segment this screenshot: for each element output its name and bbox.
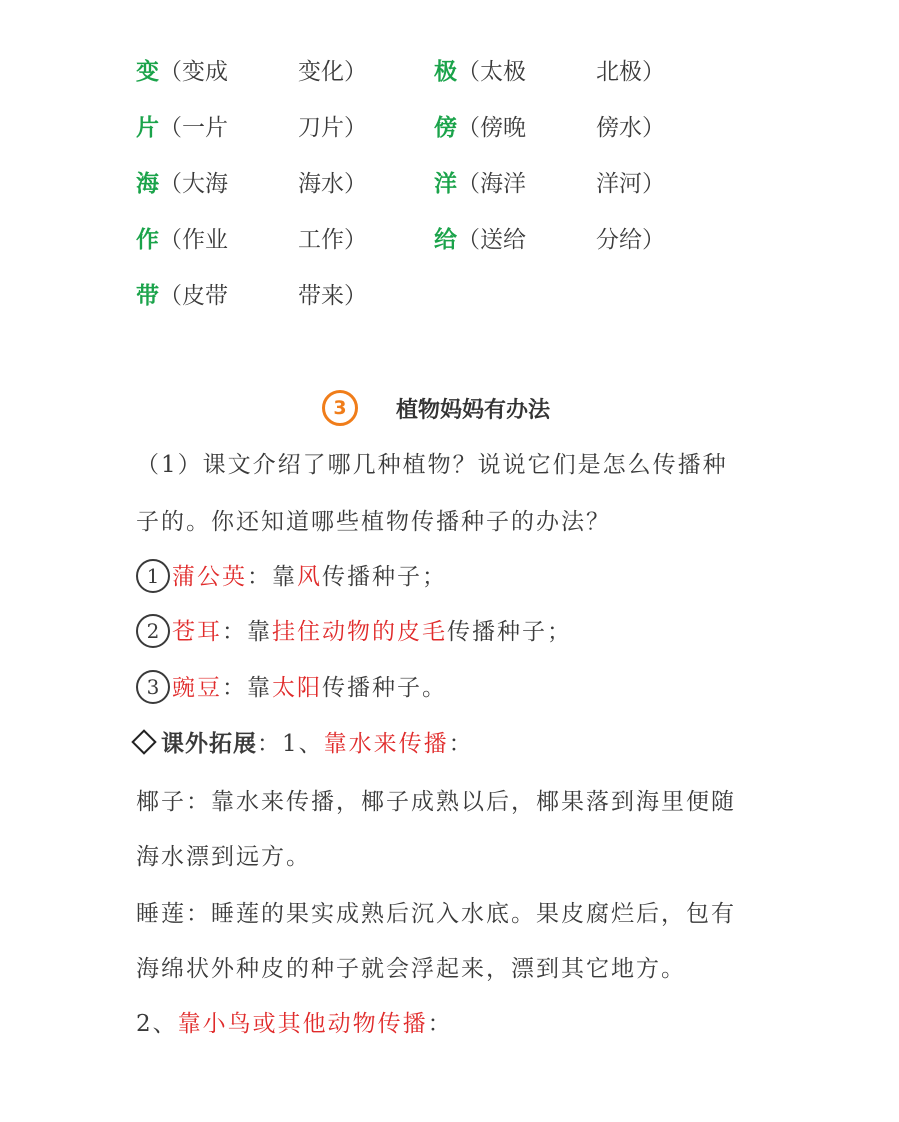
close-paren: ） (642, 59, 665, 85)
answer-item (136, 614, 572, 650)
word-group (136, 50, 367, 94)
word-two: 刀片 (298, 115, 344, 141)
close-paren: ） (642, 171, 665, 197)
answer-tail: 传播种子。 (322, 675, 447, 701)
word-row (136, 274, 836, 330)
extension-heading (130, 726, 474, 762)
close-paren: ） (344, 115, 367, 141)
word-two: 洋河 (596, 171, 642, 197)
extension-item-text: 靠水来传播 (323, 731, 449, 757)
section-title: 植物妈妈有办法 (396, 397, 551, 423)
answer-separator: ：靠 (222, 619, 272, 645)
word-one: 傍晚 (480, 115, 526, 141)
lotus-paragraph-line: 海绵状外种皮的种子就会浮起来，漂到其它地方。 (136, 956, 686, 982)
word-group (434, 106, 665, 150)
plant-name: 豌豆 (172, 675, 222, 701)
extension-item-number: 1、 (282, 731, 324, 757)
word-group (434, 50, 665, 94)
answer-separator: ：靠 (247, 564, 297, 590)
open-paren: （ (457, 59, 480, 85)
dispersal-means: 太阳 (272, 675, 322, 701)
extension-item (136, 1006, 453, 1042)
target-character: 带 (136, 283, 159, 309)
extension-item-end: ： (427, 1011, 453, 1037)
open-paren: （ (457, 171, 480, 197)
word-group (434, 218, 665, 262)
diamond-bullet-icon (131, 729, 156, 754)
word-two: 带来 (298, 283, 344, 309)
plant-name: 蒲公英 (172, 564, 247, 590)
plant-name: 苍耳 (172, 619, 222, 645)
close-paren: ） (642, 115, 665, 141)
close-paren: ） (344, 171, 367, 197)
word-two: 傍水 (596, 115, 642, 141)
open-paren: （ (159, 59, 182, 85)
word-group (136, 274, 367, 318)
answer-number: 1 (136, 559, 170, 593)
word-two: 分给 (596, 227, 642, 253)
word-group (136, 106, 367, 150)
open-paren: （ (159, 227, 182, 253)
open-paren: （ (457, 227, 480, 253)
word-one: 太极 (480, 59, 526, 85)
answer-tail: 传播种子； (447, 619, 572, 645)
target-character: 作 (136, 227, 159, 253)
word-group (136, 162, 367, 206)
word-row (136, 50, 836, 106)
question-line: 子的。你还知道哪些植物传播种子的办法？ (136, 509, 611, 535)
word-group (434, 162, 665, 206)
coconut-paragraph-line: 椰子：靠水来传播，椰子成熟以后，椰果落到海里便随 (136, 789, 736, 815)
target-character: 给 (434, 227, 457, 253)
answer-item (136, 670, 447, 706)
target-character: 变 (136, 59, 159, 85)
close-paren: ） (344, 59, 367, 85)
answer-item (136, 559, 447, 595)
answer-tail: 传播种子； (322, 564, 447, 590)
open-paren: （ (159, 171, 182, 197)
word-one: 海洋 (480, 171, 526, 197)
word-group (136, 218, 367, 262)
word-row (136, 218, 836, 274)
extension-item-text: 靠小鸟或其他动物传播 (177, 1011, 428, 1037)
lotus-paragraph-line: 睡莲：睡莲的果实成熟后沉入水底。果皮腐烂后，包有 (136, 901, 736, 927)
section-heading (322, 388, 550, 428)
question-line: （1）课文介绍了哪几种植物？说说它们是怎么传播种 (136, 452, 728, 478)
target-character: 洋 (434, 171, 457, 197)
answer-separator: ：靠 (222, 675, 272, 701)
close-paren: ） (642, 227, 665, 253)
word-one: 作业 (182, 227, 228, 253)
open-paren: （ (457, 115, 480, 141)
word-two: 海水 (298, 171, 344, 197)
word-one: 变成 (182, 59, 228, 85)
word-two: 变化 (298, 59, 344, 85)
coconut-paragraph-line: 海水漂到远方。 (136, 844, 311, 870)
target-character: 片 (136, 115, 159, 141)
dispersal-means: 风 (297, 564, 322, 590)
word-group-list (136, 50, 836, 330)
word-one: 一片 (182, 115, 228, 141)
word-row (136, 106, 836, 162)
word-one: 皮带 (182, 283, 228, 309)
close-paren: ） (344, 283, 367, 309)
word-two: 北极 (596, 59, 642, 85)
open-paren: （ (159, 283, 182, 309)
answer-number: 2 (136, 614, 170, 648)
extension-item-end: ： (448, 731, 474, 757)
answer-number: 3 (136, 670, 170, 704)
section-number-badge: 3 (322, 390, 358, 426)
extension-item-number: 2、 (136, 1011, 178, 1037)
word-row (136, 162, 836, 218)
extension-label: 课外拓展 (161, 731, 257, 757)
target-character: 极 (434, 59, 457, 85)
dispersal-means: 挂住动物的皮毛 (272, 619, 447, 645)
word-one: 大海 (182, 171, 228, 197)
close-paren: ） (344, 227, 367, 253)
open-paren: （ (159, 115, 182, 141)
word-two: 工作 (298, 227, 344, 253)
word-one: 送给 (480, 227, 526, 253)
target-character: 海 (136, 171, 159, 197)
target-character: 傍 (434, 115, 457, 141)
extension-colon: ： (257, 731, 282, 757)
